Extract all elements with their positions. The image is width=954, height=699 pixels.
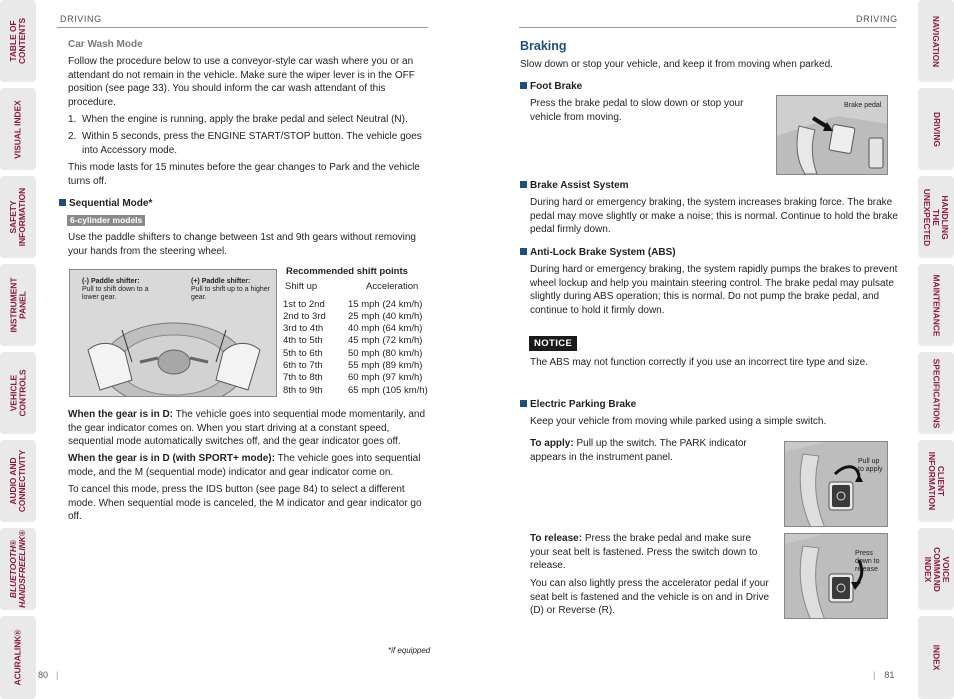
car-wash-intro: Follow the procedure below to use a conveyor-style car wash where you or an attendant do not remain in the vehicle. Make sure the wiper lever is in the OFF position (see page 33). You should inform the car wash attendant of this procedure. [68, 56, 415, 108]
shift-gear: 5th to 6th [283, 347, 323, 359]
sequential-mode-title: Sequential Mode* [59, 197, 152, 211]
shift-speed: 65 mph (105 km/h) [348, 384, 428, 396]
gear-sport-text: The vehicle goes into sequential mode, and the M (sequential mode) indicator and gear indicator come on. [68, 453, 421, 478]
gear-d-paragraph [68, 408, 426, 449]
brake-pedal-illustration [776, 95, 888, 175]
epb-release-illustration [784, 533, 888, 619]
tab-label: VISUAL INDEX [12, 99, 23, 159]
shift-gear: 2nd to 3rd [283, 310, 326, 322]
tab-maintenance[interactable] [918, 264, 954, 346]
tab-label: INSTRUMENT PANEL [8, 277, 27, 333]
tab-label: VEHICLE CONTROLS [8, 369, 27, 417]
shift-speed: 25 mph (40 km/h) [348, 310, 423, 322]
shift-table-header [283, 281, 433, 293]
shift-speed: 50 mph (80 km/h) [348, 347, 423, 359]
braking-title: Braking [520, 39, 567, 53]
tab-vehicle-controls[interactable] [0, 352, 36, 434]
gear-sport-label: When the gear is in D (with SPORT+ mode): [68, 453, 275, 464]
epb-release-graphic [785, 534, 888, 619]
header-rule-right [519, 27, 896, 28]
footnote: *if equipped [388, 646, 431, 655]
shift-table-title: Recommended shift points [286, 266, 408, 277]
paddle-plus-label [191, 278, 273, 302]
tab-label: NAVIGATION [931, 15, 942, 67]
sequential-intro: Use the paddle shifters to change between 1st and 9th gears without removing your hands from the steering wheel. [68, 232, 416, 257]
tab-driving[interactable] [918, 88, 954, 170]
gear-d-text: The vehicle goes into sequential mode momentarily, and the gear indicator comes on. When you start driving at a constant speed, sequential mode automatically switches off, and the gear indicator goes off. [68, 409, 426, 448]
step-2: Within 5 seconds, press the ENGINE START/STOP button. The vehicle goes into Accessory mode. [82, 131, 422, 156]
brake-assist-text: During hard or emergency braking, the system increases braking force. The brake pedal may move slightly or make a noise; this is normal. Continue to hold the brake pedal firmly down. [530, 197, 898, 236]
shift-points-table [283, 266, 433, 397]
paddle-shifter-illustration [69, 269, 277, 397]
cylinder-models-tag: 6-cylinder models [67, 215, 145, 226]
tab-label: BLUETOOTH® HANDSFREELINK® [8, 530, 28, 608]
shift-speed: 55 mph (89 km/h) [348, 360, 423, 372]
tab-navigation[interactable] [918, 0, 954, 82]
tab-label: DRIVING [931, 111, 942, 147]
foot-brake-title: Foot Brake [520, 80, 582, 94]
pull-up-label: Pull up to apply [858, 458, 883, 473]
tab-acuralink[interactable] [0, 616, 36, 699]
tab-safety-information[interactable] [0, 176, 36, 258]
page-divider: | [873, 670, 876, 680]
shift-col-header: Shift up [285, 281, 318, 293]
press-down-label: Press down to release [855, 550, 880, 573]
tab-label: ACURALINK® [12, 629, 23, 686]
braking-intro: Slow down or stop your vehicle, and keep it from moving when parked. [520, 59, 833, 70]
shift-gear: 6th to 7th [283, 360, 323, 372]
brake-assist-title: Brake Assist System [520, 179, 629, 193]
step-2-number: 2. [68, 131, 77, 142]
page-number-left [38, 670, 58, 680]
accelerator-paragraph: You can also lightly press the accelerator pedal if your seat belt is fastened and the vehicle is on and in Drive (D) or Reverse (R). [530, 578, 770, 617]
abs-title: Anti-Lock Brake System (ABS) [520, 246, 676, 260]
acceleration-col-header: Acceleration [366, 281, 419, 293]
tab-specifications[interactable] [918, 352, 954, 434]
page-header-right: DRIVING [856, 14, 898, 24]
gear-sport-paragraph [68, 452, 426, 479]
gear-d-label: When the gear is in D: [68, 409, 174, 420]
apply-paragraph [530, 437, 760, 464]
paddle-minus-label [82, 278, 164, 302]
shift-speed: 40 mph (64 km/h) [348, 323, 423, 335]
shift-speed: 60 mph (97 km/h) [348, 372, 423, 384]
tab-handling-unexpected[interactable] [918, 176, 954, 258]
step-1: When the engine is running, apply the brake pedal and select Neutral (N). [82, 114, 408, 125]
page-number-right [873, 670, 894, 680]
page-number: 80 [38, 670, 49, 680]
tab-label: CLIENT INFORMATION [927, 451, 947, 511]
shift-gear: 4th to 5th [283, 335, 323, 347]
release-label: To release: [530, 533, 583, 544]
paddle-minus-desc: Pull to shift down to a lower gear. [82, 286, 149, 301]
shift-gear: 1st to 2nd [283, 298, 325, 310]
tab-bluetooth-handsfreelink[interactable] [0, 528, 36, 610]
tab-visual-index[interactable] [0, 88, 36, 170]
foot-brake-text: Press the brake pedal to slow down or stop your vehicle from moving. [530, 98, 744, 123]
table-row [283, 372, 433, 384]
notice-badge: NOTICE [529, 336, 577, 351]
tab-instrument-panel[interactable] [0, 264, 36, 346]
tab-label: HANDLING THE UNEXPECTED [922, 188, 951, 246]
table-row [283, 299, 433, 311]
tab-label: SPECIFICATIONS [931, 358, 942, 428]
apply-label: To apply: [530, 438, 574, 449]
header-rule-left [57, 27, 428, 28]
notice-text: The ABS may not function correctly if you use an incorrect tire type and size. [530, 357, 868, 368]
shift-gear: 7th to 8th [283, 372, 323, 384]
page-header-left: DRIVING [60, 14, 102, 24]
table-row [283, 385, 433, 397]
tab-table-of-contents[interactable] [0, 0, 36, 82]
tab-label: MAINTENANCE [931, 274, 942, 336]
epb-title: Electric Parking Brake [520, 398, 636, 412]
tab-label: TABLE OF CONTENTS [8, 17, 27, 65]
paddle-minus-title: (-) Paddle shifter: [82, 278, 140, 285]
epb-apply-graphic [785, 442, 888, 527]
release-text: Press the brake pedal and make sure your seat belt is fastened. Press the switch down to release. [530, 533, 758, 572]
table-row [283, 360, 433, 372]
shift-speed: 15 mph (24 km/h) [348, 298, 423, 310]
table-row [283, 335, 433, 347]
step-1-number: 1. [68, 114, 77, 125]
shift-gear: 3rd to 4th [283, 323, 324, 335]
release-paragraph [530, 532, 766, 573]
tab-client-information[interactable] [918, 440, 954, 522]
tab-label: INDEX [931, 644, 942, 671]
cancel-paragraph: To cancel this mode, press the IDS button (see page 84) to select a different mode. When sequential mode is canceled, the M indicator and gear indicator go off. [68, 484, 422, 523]
shift-speed: 45 mph (72 km/h) [348, 335, 423, 347]
table-row [283, 348, 433, 360]
brake-pedal-label: Brake pedal [844, 102, 882, 109]
epb-intro: Keep your vehicle from moving while parked using a simple switch. [530, 416, 827, 427]
abs-text: During hard or emergency braking, the system rapidly pumps the brakes to prevent wheel lockup and help you maintain steering control. The brake pedal may pulsate slightly during ABS operation; this is normal. Do not pump the brake pedal, and continue to hold it firmly down. [530, 264, 898, 316]
page-number: 81 [884, 670, 895, 680]
table-row [283, 323, 433, 335]
apply-text: Pull up the switch. The PARK indicator appears in the instrument panel. [530, 438, 747, 463]
paddle-plus-desc: Pull to shift up to a higher gear. [191, 286, 270, 301]
page-divider: | [56, 670, 59, 680]
epb-apply-illustration [784, 441, 888, 527]
paddle-plus-title: (+) Paddle shifter: [191, 278, 251, 285]
tab-label: VOICE COMMAND INDEX [922, 546, 951, 592]
car-wash-note: This mode lasts for 15 minutes before the gear changes to Park and the vehicle turns off. [68, 162, 420, 187]
tab-label: SAFETY INFORMATION [8, 187, 27, 247]
tab-voice-command-index[interactable] [918, 528, 954, 610]
tab-label: AUDIO AND CONNECTIVITY [8, 449, 27, 513]
tab-index[interactable] [918, 616, 954, 699]
tab-audio-connectivity[interactable] [0, 440, 36, 522]
car-wash-title: Car Wash Mode [68, 39, 143, 50]
shift-gear: 8th to 9th [283, 384, 323, 396]
table-row [283, 311, 433, 323]
